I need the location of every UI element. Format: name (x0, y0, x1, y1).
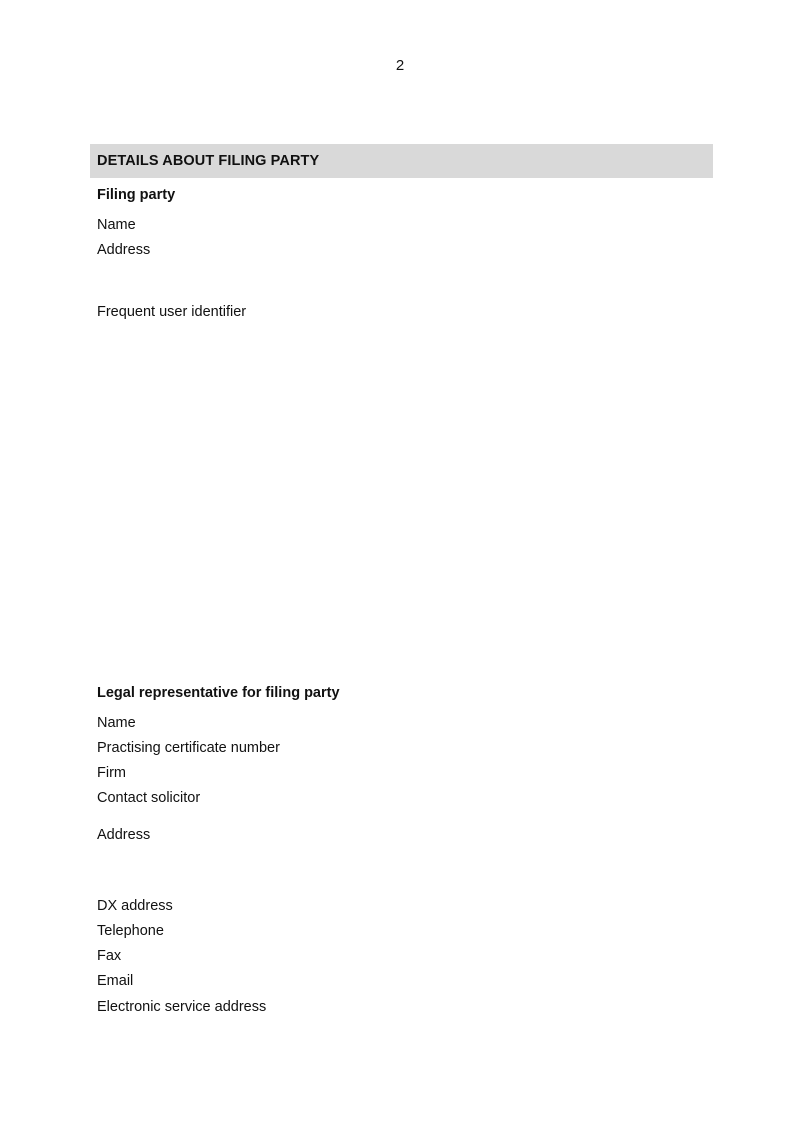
practising-certificate-label: Practising certificate number (97, 740, 280, 756)
frequent-user-identifier-label: Frequent user identifier (97, 304, 247, 320)
electronic-service-address-label: Electronic service address (97, 999, 267, 1015)
email-label: Email (97, 973, 134, 989)
section-header-filing-party (90, 144, 713, 178)
legal-rep-name-label: Name (97, 715, 136, 731)
page-number: 2 (395, 57, 405, 74)
filing-party-address-label: Address (97, 242, 151, 258)
dx-address-label: DX address (97, 898, 173, 914)
contact-solicitor-label: Contact solicitor (97, 790, 201, 806)
filing-party-name-label: Name (97, 217, 136, 233)
legal-rep-address-label: Address (97, 827, 151, 843)
filing-party-heading: Filing party (97, 187, 176, 203)
section-title: DETAILS ABOUT FILING PARTY (97, 153, 320, 169)
fax-label: Fax (97, 948, 122, 964)
telephone-label: Telephone (97, 923, 164, 939)
legal-representative-heading: Legal representative for filing party (97, 685, 340, 701)
firm-label: Firm (97, 765, 126, 781)
